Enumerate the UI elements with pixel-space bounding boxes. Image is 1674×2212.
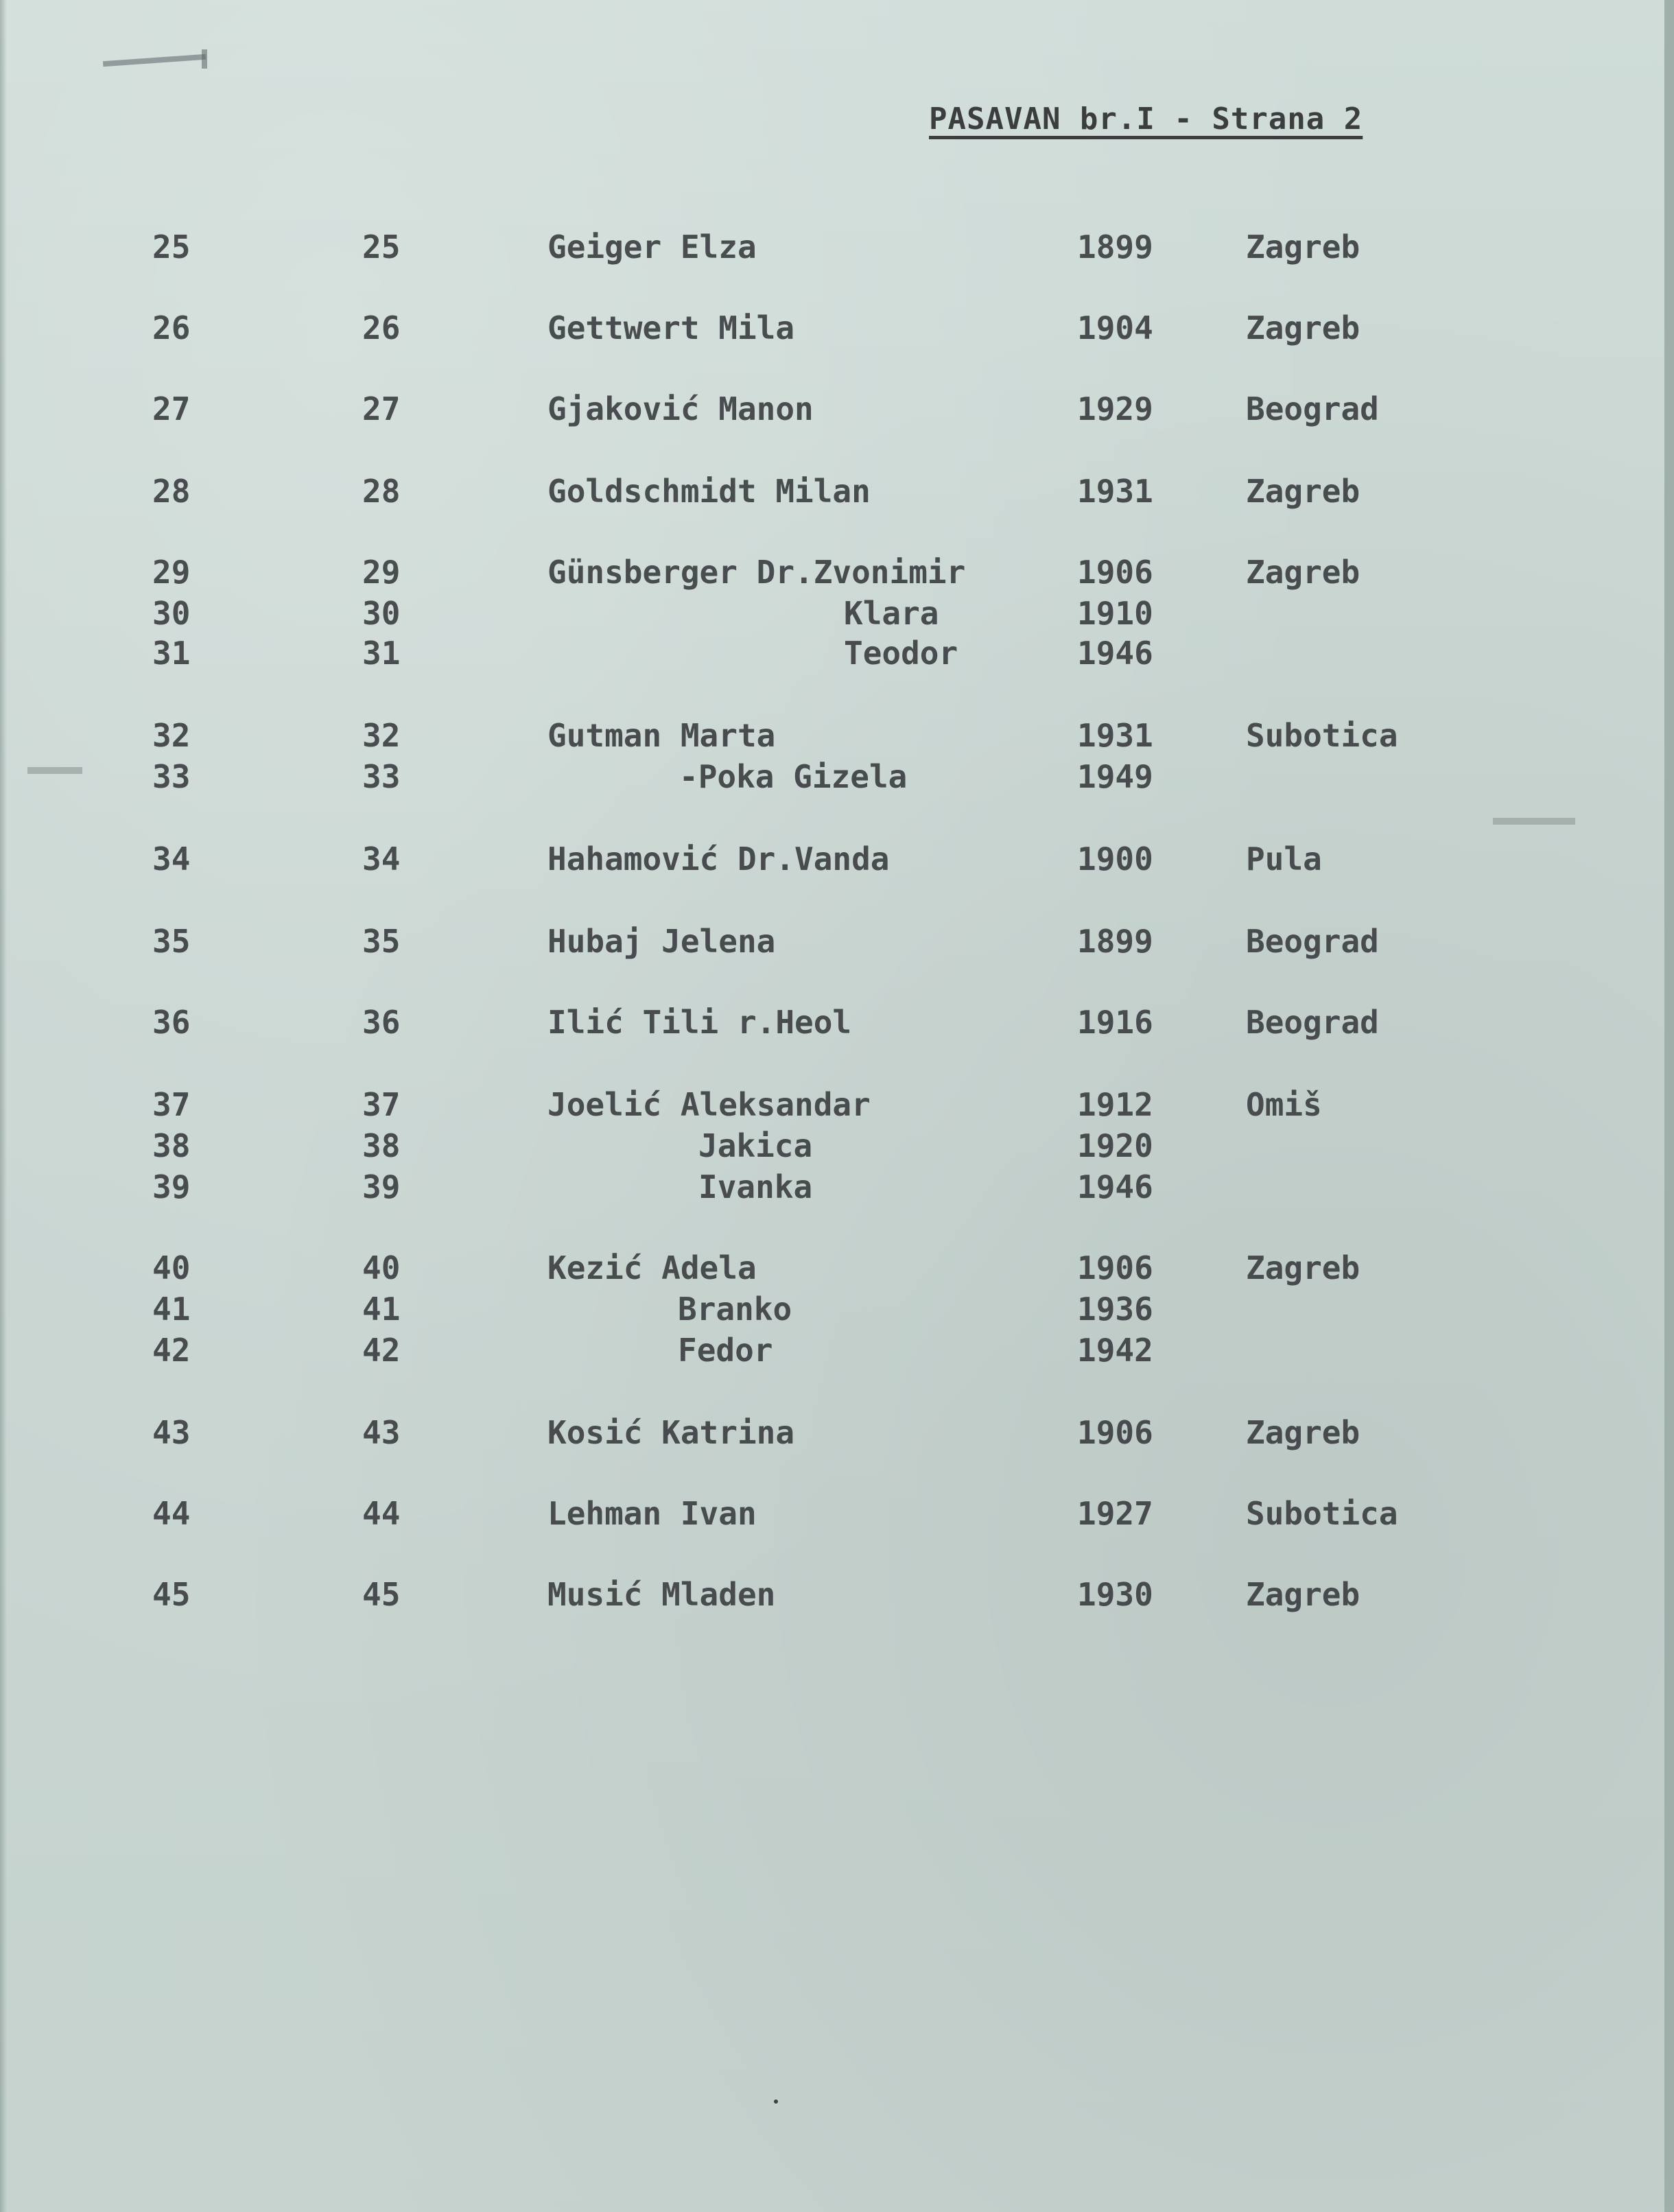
place: Subotica [1246,1495,1398,1532]
row-number: 26 [152,309,191,346]
person-name: Branko [678,1291,792,1328]
pencil-mark [202,49,207,69]
birth-year: 1910 [1077,595,1153,632]
birth-year: 1906 [1077,554,1153,591]
place: Zagreb [1246,473,1360,510]
list-number: 31 [362,635,401,672]
person-name: Gjaković Manon [547,390,814,427]
place: Zagreb [1246,1414,1360,1451]
birth-year: 1906 [1077,1249,1153,1286]
person-name: -Poka Gizela [679,758,908,795]
birth-year: 1916 [1077,1004,1153,1041]
list-number: 29 [362,554,401,591]
place: Beograd [1246,1004,1379,1041]
list-number: 42 [362,1332,401,1369]
birth-year: 1904 [1077,309,1153,346]
row-number: 43 [152,1414,191,1451]
row-number: 32 [152,717,191,754]
person-name: Ivanka [698,1168,813,1205]
list-number: 45 [362,1576,401,1613]
list-number: 32 [362,717,401,754]
person-name: Gettwert Mila [547,309,795,346]
page-title: PASAVAN br.I - Strana 2 [929,102,1363,137]
list-number: 41 [362,1291,401,1328]
list-number: 25 [362,228,401,266]
birth-year: 1930 [1077,1576,1153,1613]
page-edge-shadow [0,0,7,2212]
list-number: 43 [362,1414,401,1451]
place: Zagreb [1246,554,1360,591]
person-name: Teodor [844,635,958,672]
person-name: Geiger Elza [547,228,757,266]
person-name: Goldschmidt Milan [547,473,871,510]
birth-year: 1899 [1077,228,1153,266]
list-number: 37 [362,1086,401,1123]
margin-dash-left [27,767,82,774]
birth-year: 1899 [1077,923,1153,960]
place: Zagreb [1246,1576,1360,1613]
ink-dot [774,2099,778,2104]
row-number: 37 [152,1086,191,1123]
place: Omiš [1246,1086,1322,1123]
row-number: 36 [152,1004,191,1041]
person-name: Lehman Ivan [547,1495,757,1532]
birth-year: 1927 [1077,1495,1153,1532]
row-number: 31 [152,635,191,672]
person-name: Gutman Marta [547,717,776,754]
list-number: 35 [362,923,401,960]
person-name: Joelić Aleksandar [547,1086,871,1123]
place: Zagreb [1246,1249,1360,1286]
person-name: Klara [844,595,939,632]
person-name: Fedor [678,1332,773,1369]
row-number: 30 [152,595,191,632]
list-number: 27 [362,390,401,427]
birth-year: 1929 [1077,390,1153,427]
birth-year: 1900 [1077,840,1153,878]
list-number: 39 [362,1168,401,1205]
person-name: Jakica [698,1127,813,1164]
birth-year: 1931 [1077,717,1153,754]
row-number: 39 [152,1168,191,1205]
birth-year: 1946 [1077,1168,1153,1205]
birth-year: 1920 [1077,1127,1153,1164]
row-number: 38 [152,1127,191,1164]
list-number: 38 [362,1127,401,1164]
list-number: 34 [362,840,401,878]
row-number: 25 [152,228,191,266]
birth-year: 1942 [1077,1332,1153,1369]
row-number: 29 [152,554,191,591]
list-number: 26 [362,309,401,346]
list-number: 44 [362,1495,401,1532]
person-name: Musić Mladen [547,1576,776,1613]
person-name: Hubaj Jelena [547,923,776,960]
person-name: Kosić Katrina [547,1414,795,1451]
place: Zagreb [1246,228,1360,266]
pencil-mark [103,54,206,67]
list-number: 30 [362,595,401,632]
person-name: Günsberger Dr.Zvonimir [547,554,966,591]
list-number: 36 [362,1004,401,1041]
person-name: Hahamović Dr.Vanda [547,840,890,878]
birth-year: 1931 [1077,473,1153,510]
birth-year: 1906 [1077,1414,1153,1451]
row-number: 41 [152,1291,191,1328]
list-number: 28 [362,473,401,510]
row-number: 42 [152,1332,191,1369]
list-number: 33 [362,758,401,795]
place: Beograd [1246,923,1379,960]
row-number: 35 [152,923,191,960]
person-name: Ilić Tili r.Heol [547,1004,852,1041]
row-number: 27 [152,390,191,427]
place: Subotica [1246,717,1398,754]
row-number: 28 [152,473,191,510]
birth-year: 1949 [1077,758,1153,795]
birth-year: 1936 [1077,1291,1153,1328]
row-number: 40 [152,1249,191,1286]
birth-year: 1912 [1077,1086,1153,1123]
row-number: 45 [152,1576,191,1613]
row-number: 33 [152,758,191,795]
birth-year: 1946 [1077,635,1153,672]
place: Pula [1246,840,1322,878]
place: Beograd [1246,390,1379,427]
person-name: Kezić Adela [547,1249,757,1286]
place: Zagreb [1246,309,1360,346]
row-number: 34 [152,840,191,878]
margin-dash-right [1493,818,1575,825]
list-number: 40 [362,1249,401,1286]
row-number: 44 [152,1495,191,1532]
